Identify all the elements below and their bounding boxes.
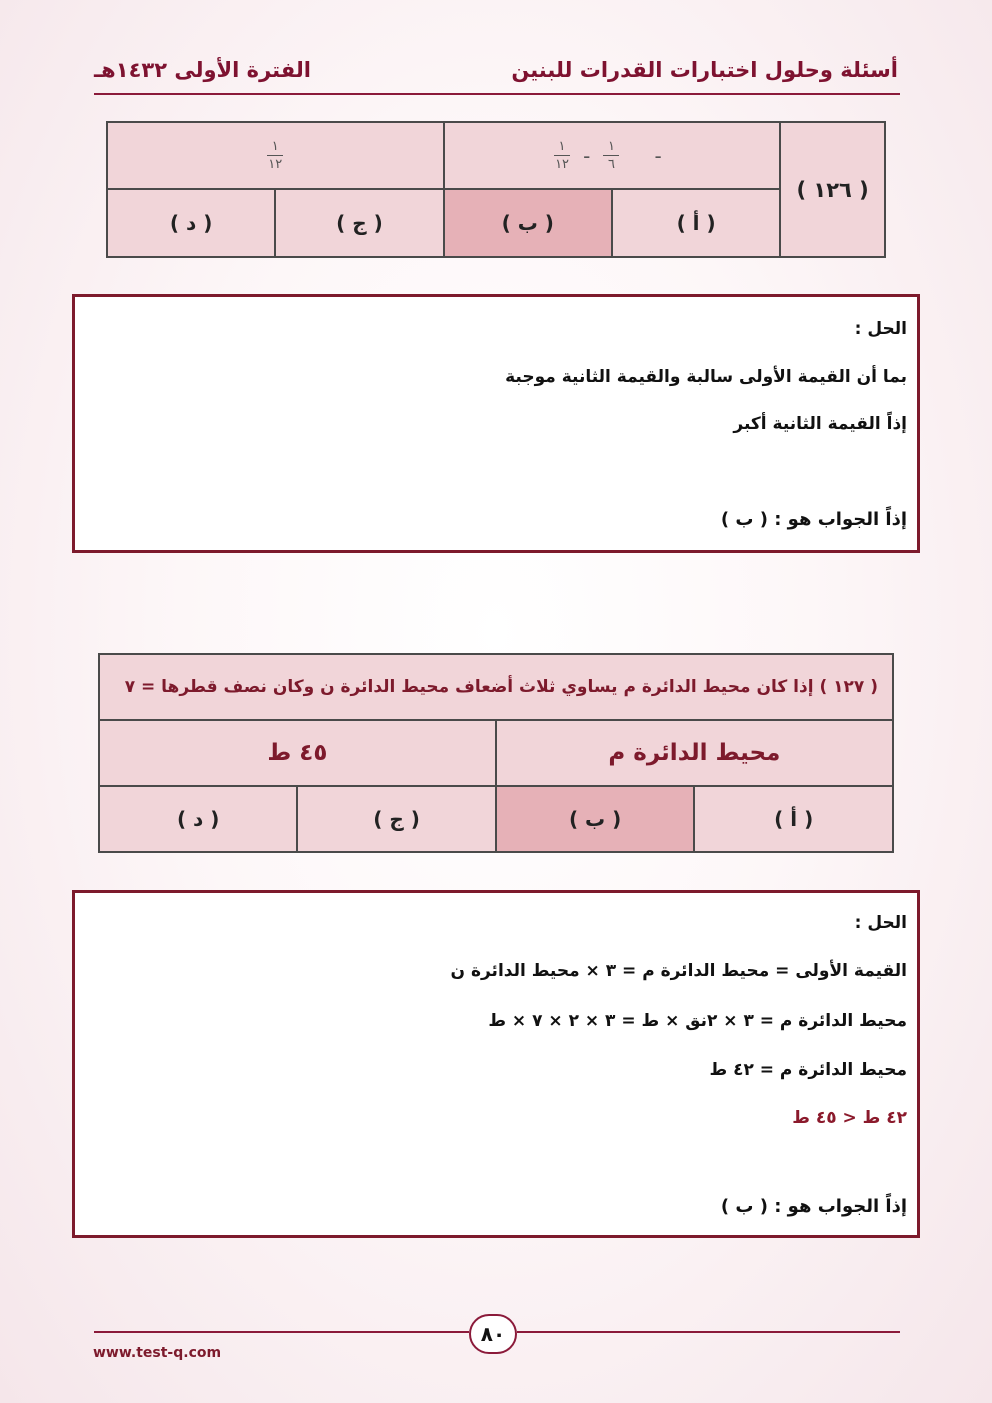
solution-127-box xyxy=(72,890,920,1238)
q127-question-text: إذا كان محيط الدائرة م يساوي ثلاث أضعاف محيط الدائرة ن وكان نصف قطرها = ٧ xyxy=(124,677,814,697)
q127-option-b[interactable]: ( ب ) xyxy=(496,786,695,852)
solution-126-line-2: إذاً القيمة الثانية أكبر xyxy=(733,414,907,434)
fraction-bar xyxy=(603,155,619,156)
q126-value-b-fraction xyxy=(267,140,283,171)
fraction-numerator: ١ xyxy=(558,139,566,154)
solution-126-box xyxy=(72,294,920,553)
header-divider xyxy=(94,93,900,95)
solution-127-line-1: القيمة الأولى = محيط الدائرة م = ٣ × محيط الدائرة ن xyxy=(450,961,907,981)
q127-number: ( ١٢٧ ) xyxy=(819,677,878,697)
footer-divider-left xyxy=(94,1331,469,1333)
q126-value-b xyxy=(107,122,444,189)
solution-label: الحل : xyxy=(854,319,907,339)
fraction-bar xyxy=(267,155,283,156)
q127-question xyxy=(99,654,893,720)
q126-value-a-fraction-2 xyxy=(554,140,570,171)
q127-value-b: ٤٥ ط xyxy=(99,720,496,786)
page-number: ٨٠ xyxy=(469,1314,517,1354)
q127-option-a[interactable]: ( أ ) xyxy=(694,786,893,852)
q127-value-a: محيط الدائرة م xyxy=(496,720,893,786)
exam-period: الفترة الأولى ١٤٣٢هـ xyxy=(94,58,311,82)
question-127-table xyxy=(98,653,894,853)
website-url[interactable]: www.test-q.com xyxy=(93,1345,222,1361)
footer-divider-right xyxy=(517,1331,900,1333)
solution-127-line-3: محيط الدائرة م = ٤٢ ط xyxy=(709,1060,907,1080)
q127-option-c[interactable]: ( ج ) xyxy=(297,786,495,852)
question-126-table xyxy=(106,121,886,258)
q126-option-d[interactable]: ( د ) xyxy=(107,189,275,257)
q126-option-c[interactable]: ( ج ) xyxy=(275,189,443,257)
q126-value-a-fraction-1 xyxy=(603,140,619,171)
q126-option-b[interactable]: ( ب ) xyxy=(444,189,612,257)
solution-127-answer: إذاً الجواب هو : ( ب ) xyxy=(720,1196,907,1217)
q126-number: ( ١٢٦ ) xyxy=(780,122,885,257)
q127-option-d[interactable]: ( د ) xyxy=(99,786,297,852)
solution-126-answer: إذاً الجواب هو : ( ب ) xyxy=(720,509,907,530)
solution-127-line-2: محيط الدائرة م = ٣ × ٢نق × ط = ٣ × ٢ × ٧ × ط xyxy=(488,1011,907,1031)
fraction-denominator: ٦ xyxy=(607,157,615,172)
q126-value-a xyxy=(444,122,781,189)
fraction-numerator: ١ xyxy=(271,139,279,154)
book-title: أسئلة وحلول اختبارات القدرات للبنين xyxy=(511,58,898,82)
fraction-numerator: ١ xyxy=(607,139,615,154)
minus-sign: - xyxy=(583,143,591,168)
q126-option-a[interactable]: ( أ ) xyxy=(612,189,780,257)
solution-127-line-4: ٤٢ ط < ٤٥ ط xyxy=(792,1108,907,1128)
fraction-bar xyxy=(554,155,570,156)
solution-label: الحل : xyxy=(854,913,907,933)
solution-126-line-1: بما أن القيمة الأولى سالبة والقيمة الثانية موجبة xyxy=(505,367,907,387)
leading-minus-sign: - xyxy=(654,143,662,168)
fraction-denominator: ١٢ xyxy=(555,157,570,172)
fraction-denominator: ١٢ xyxy=(268,157,283,172)
